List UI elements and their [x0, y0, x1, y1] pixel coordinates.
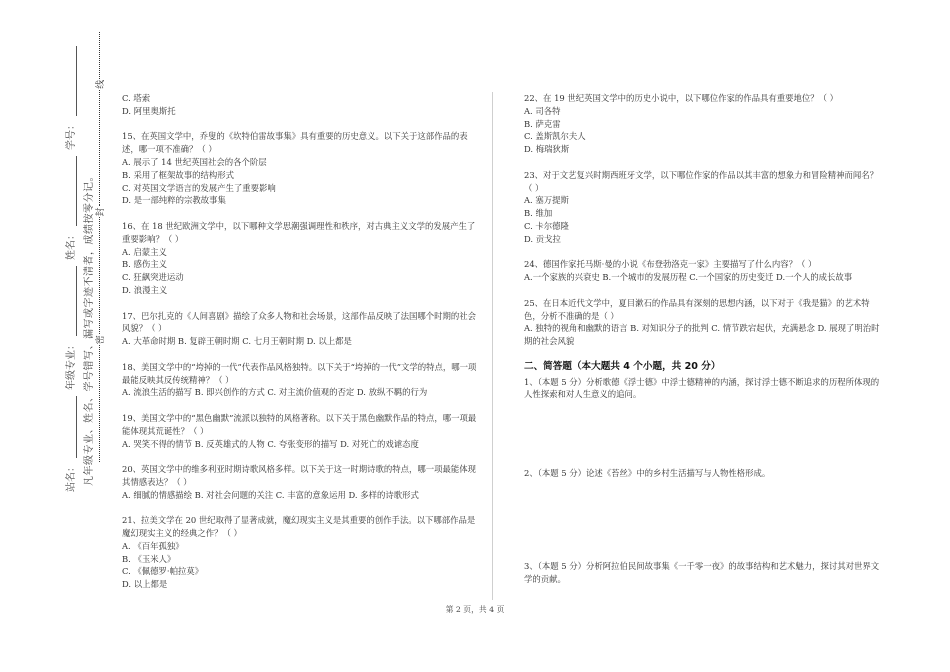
- options-inline[interactable]: A. 流浪生活的描写 B. 即兴创作的方式 C. 对主流价值观的否定 D. 放纵不羁的行为: [122, 387, 428, 398]
- page-footer: [0, 604, 950, 615]
- dotted-line: [99, 90, 100, 207]
- right-column: [524, 92, 884, 586]
- dotted-line: [99, 217, 100, 334]
- question-15: [122, 130, 482, 207]
- dotted-line: [99, 32, 100, 79]
- option-d[interactable]: D. 梅瑞狄斯: [524, 144, 570, 155]
- question-stem: 23、对于文艺复兴时期西班牙文学，以下哪位作家的作品以其丰富的想象力和冒险精神而闻名？（ ）: [524, 169, 879, 193]
- page-indicator: 第 2 页，共 4 页: [445, 605, 505, 614]
- option-b[interactable]: B. 维加: [524, 208, 553, 219]
- grade-major-field[interactable]: [62, 266, 77, 390]
- option-c[interactable]: C. 狂飙突进运动: [122, 272, 184, 283]
- short-question-3: [524, 560, 884, 586]
- column-divider: [492, 92, 493, 600]
- option-a[interactable]: A. 《百年孤独》: [122, 540, 184, 551]
- question-stem: 17、巴尔扎克的《人间喜剧》描绘了众多人物和社会场景，这部作品反映了法国哪个时期的社会风貌？（ ）: [122, 310, 477, 334]
- left-column: [122, 92, 482, 604]
- station-underline[interactable]: [66, 396, 77, 458]
- binding-notice-text: 凡年级专业、姓名、学号错写、漏写或字迹不清者，成绩按零分记。: [84, 171, 95, 486]
- short-question-text: 3、（本题 5 分）分析阿拉伯民间故事集《一千零一夜》的故事结构和艺术魅力，探讨其对世界文学的贡献。: [524, 560, 880, 584]
- seal-mark-xian: 线: [96, 79, 106, 89]
- station-field[interactable]: [62, 396, 77, 492]
- seal-cut-line: [93, 32, 106, 462]
- short-question-2: [524, 467, 884, 480]
- question-stem: 15、在英国文学中，乔叟的《坎特伯雷故事集》具有重要的历史意义。以下关于这部作品的表述，哪一项不准确？（ ）: [122, 131, 468, 155]
- question-19: [122, 412, 482, 450]
- student-info-fields: [62, 22, 77, 492]
- name-label: 姓名：: [66, 230, 77, 260]
- option-b[interactable]: B. 采用了框架故事的结构形式: [122, 169, 234, 180]
- option-c[interactable]: C. 《佩德罗·帕拉莫》: [122, 566, 204, 577]
- grade-major-underline[interactable]: [66, 266, 77, 336]
- question-24: [524, 258, 884, 284]
- option-c[interactable]: C. 卡尔德隆: [524, 220, 569, 231]
- question-stem: 19、美国文学中的“黑色幽默”流派以独特的风格著称。以下关于黑色幽默作品的特点，哪一项最能体现其荒诞性？（ ）: [122, 412, 477, 436]
- short-question-text: 2、（本题 5 分）论述《苔丝》中的乡村生活描写与人物性格形成。: [524, 468, 771, 479]
- options-inline[interactable]: A. 细腻的情感描绘 B. 对社会问题的关注 C. 丰富的意象运用 D. 多样的诗歌形式: [122, 489, 419, 500]
- option-c[interactable]: C. 盖斯凯尔夫人: [524, 131, 586, 142]
- option-a[interactable]: A. 展示了 14 世纪英国社会的各个阶层: [122, 156, 267, 167]
- name-field[interactable]: [62, 156, 77, 260]
- question-stem: 22、在 19 世纪英国文学中的历史小说中，以下哪位作家的作品具有重要地位？（ ）: [524, 93, 839, 103]
- short-question-1: [524, 376, 884, 402]
- option-c[interactable]: C. 对英国文学语言的发展产生了重要影响: [122, 182, 276, 193]
- question-stem: 20、英国文学中的维多利亚时期诗歌风格多样。以下关于这一时期诗歌的特点，哪一项最能体现其情感表达？（ ）: [122, 464, 477, 487]
- answer-space-1[interactable]: [524, 401, 884, 467]
- option-d[interactable]: D. 阿里奥斯托: [122, 105, 176, 116]
- question-stem: 25、在日本近代文学中，夏目漱石的作品具有深刻的思想内涵，以下对于《我是猫》的艺术特色，分析不准确的是（ ）: [524, 297, 870, 321]
- question-16: [122, 220, 482, 297]
- question-stem: 24、德国作家托马斯·曼的小说《布登勃洛克一家》主要描写了什么内容？（ ）: [524, 259, 817, 270]
- short-question-text: 1、（本题 5 分）分析歌德《浮士德》中浮士德精神的内涵，探讨浮士德不断追求的历程所体现的人性探索和对人生意义的追问。: [524, 376, 880, 400]
- question-stem: 18、美国文学中的“垮掉的一代”代表作品风格独特。以下关于“垮掉的一代”文学的特点，哪一项最能反映其反传统精神？（ ）: [122, 361, 477, 385]
- option-d[interactable]: D. 浪漫主义: [122, 284, 168, 295]
- option-d[interactable]: D. 贡戈拉: [524, 233, 561, 244]
- option-b[interactable]: B. 萨克雷: [524, 118, 561, 129]
- question-21: [122, 514, 482, 591]
- question-22: [524, 92, 884, 156]
- option-b[interactable]: B. 《玉米人》: [122, 553, 176, 564]
- question-18: [122, 361, 482, 399]
- student-id-field[interactable]: [62, 46, 77, 150]
- student-id-underline[interactable]: [66, 46, 77, 116]
- options-inline[interactable]: A.一个家族的兴衰史 B.一个城市的发展历程 C.一个国家的历史变迁 D.一个人的成长故事: [524, 272, 853, 283]
- options-inline[interactable]: A. 独特的视角和幽默的语言 B. 对知识分子的批判 C. 情节跌宕起伏，充满悬念 D. 展现了明治时期的社会风貌: [524, 323, 880, 347]
- dotted-line: [99, 345, 100, 462]
- grade-major-label: 年级专业：: [66, 340, 77, 390]
- student-id-label: 学号：: [66, 120, 77, 150]
- option-c[interactable]: C. 塔索: [122, 93, 151, 103]
- question-23: [524, 169, 884, 246]
- question-25: [524, 297, 884, 348]
- option-a[interactable]: A. 塞万提斯: [524, 195, 569, 206]
- section-title-short-answer: 二、简答题（本大题共 4 个小题，共 20 分）: [524, 360, 721, 372]
- question-14-continued: [122, 92, 482, 118]
- name-underline[interactable]: [66, 156, 77, 226]
- option-a[interactable]: A. 启蒙主义: [122, 246, 167, 257]
- option-a[interactable]: A. 司各特: [524, 105, 561, 116]
- seal-mark-feng: 封: [96, 207, 106, 217]
- options-inline[interactable]: A. 哭笑不得的情节 B. 反英雄式的人物 C. 夸张变形的描写 D. 对死亡的戏谑态度: [122, 438, 419, 449]
- seal-mark-mi: 密: [96, 335, 106, 345]
- question-stem: 21、拉美文学在 20 世纪取得了显著成就，魔幻现实主义是其重要的创作手法。以下哪部作品是魔幻现实主义的经典之作？（ ）: [122, 515, 476, 539]
- options-inline[interactable]: A. 大革命时期 B. 复辟王朝时期 C. 七月王朝时期 D. 以上都是: [122, 336, 352, 347]
- option-b[interactable]: B. 感伤主义: [122, 259, 167, 270]
- question-17: [122, 310, 482, 348]
- answer-space-2[interactable]: [524, 480, 884, 560]
- binding-margin: [0, 0, 110, 500]
- question-stem: 16、在 18 世纪欧洲文学中，以下哪种文学思潮强调理性和秩序，对古典主义文学的发展产生了重要影响？（ ）: [122, 220, 476, 244]
- station-label: 站名：: [66, 462, 77, 492]
- question-20: [122, 463, 482, 501]
- option-d[interactable]: D. 是一部纯粹的宗教故事集: [122, 195, 226, 206]
- option-d[interactable]: D. 以上都是: [122, 579, 168, 590]
